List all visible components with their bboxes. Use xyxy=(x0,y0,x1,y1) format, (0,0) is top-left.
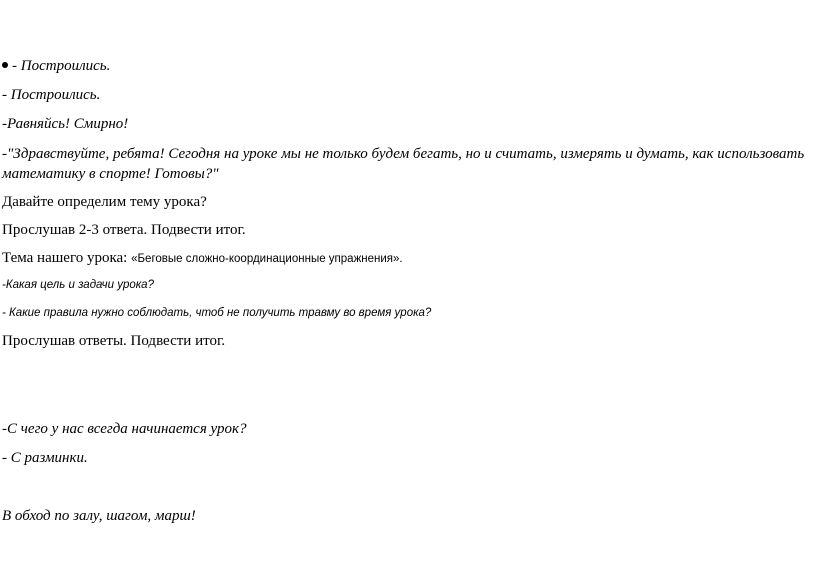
paragraph-warmup: - С разминки. xyxy=(2,450,88,466)
paragraph-start-question: -С чего у нас всегда начинается урок? xyxy=(2,421,247,437)
paragraph-greeting: -"Здравствуйте, ребята! Сегодня на уроке мы не только будем бегать, но и считать, измерять и думать, как использовать математику в спорте! Готовы?" xyxy=(2,146,805,182)
paragraph-1 xyxy=(2,56,110,76)
lesson-topic-label: Тема нашего урока: xyxy=(2,250,132,266)
paragraph-listen-answers-2: Прослушав ответы. Подвести итог. xyxy=(2,333,226,349)
paragraph-lesson-topic xyxy=(2,248,403,269)
paragraph-1-text: - Построились. xyxy=(12,58,111,74)
paragraph-define-topic: Давайте определим тему урока? xyxy=(2,194,207,210)
paragraph-goal-question: -Какая цель и задачи урока? xyxy=(2,279,154,291)
paragraph-rules-question: - Какие правила нужно соблюдать, чтоб не получить травму во время урока? xyxy=(2,307,432,319)
lesson-topic-value: «Беговые сложно-координационные упражнения». xyxy=(131,253,403,265)
paragraph-2: - Построились. xyxy=(2,87,101,103)
paragraph-march: В обход по залу, шагом, марш! xyxy=(2,508,196,524)
paragraph-listen-answers-1: Прослушав 2-3 ответа. Подвести итог. xyxy=(2,222,246,238)
paragraph-3: -Равняйсь! Смирно! xyxy=(2,116,129,132)
bullet-icon xyxy=(2,62,8,68)
